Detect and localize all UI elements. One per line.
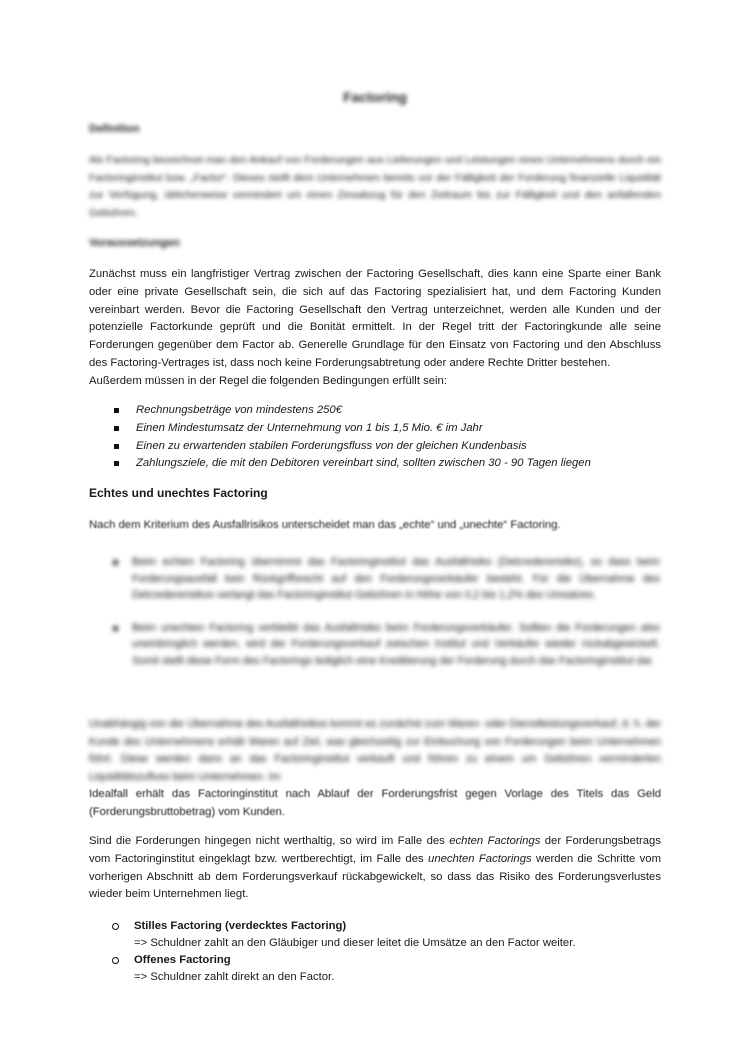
conditions-intro: Außerdem müssen in der Regel die folgenden Bedingungen erfüllt sein: xyxy=(89,374,447,387)
list-item: Einen zu erwartenden stabilen Forderungsfluss von der gleichen Kundenbasis xyxy=(112,438,672,456)
square-bullet-icon xyxy=(114,444,119,449)
list-item: Stilles Factoring (verdecktes Factoring) => Schuldner zahlt an den Gläubiger und dieser leitet die Umsätze an den Factor weiter. xyxy=(110,918,670,952)
requirements-text: Zunächst muss ein langfristiger Vertrag zwischen der Factoring Gesellschaft, dies kann eine Sparte einer Bank oder eine private Gesellschaft sein, die sich auf das Factoring spezialisiert hat, und dem Factoring Kunden vereinbart werden. Bevor die Factoring Gesellschaft den Vertrag unterzeichnet, werden alle Kunden und der potenzielle Factorkunde geprüft und die Bonität ermittelt. In der Regel tritt der Factoringkunde alle seine Forderungen gegenüber dem Factor ab. Generelle Grundlage für den Einsatz von Factoring und den Abschluss des Factoring-Vertrages ist, dass noch keine Forderungsabtretung oder andere Rechte Dritter bestehen. xyxy=(89,268,661,369)
list-item: Offenes Factoring => Schuldner zahlt direkt an den Factor. xyxy=(110,952,670,986)
independent-text-blurred: Unabhängig von der Übernahme des Ausfallrisikos kommt es zunächst zum Waren- oder Dienstleistungsverkauf, d. h. der Kunde des Unternehmens erhält Waren auf Ziel, was gleichzeitig zur Einbuchung von Forderungen beim Unternehmen führt. Diese werden dann an das Factoringinstitut verkauft und führen zu einem um Gebühren verminderten Liquiditätszufluss beim Unternehmen. Im xyxy=(89,718,661,783)
independent-text-clear: Idealfall erhält das Factoringinstitut nach Ablauf der Forderungsfrist gegen Vorlage des Titels das Geld (Forderungsbruttobetrag) vom Kunden. xyxy=(89,788,661,818)
circle-bullet-icon xyxy=(112,923,119,930)
list-item: Rechnungsbeträge von mindestens 250€ xyxy=(112,402,672,420)
square-bullet-icon xyxy=(114,426,119,431)
risk-list xyxy=(112,554,660,669)
factoring-types-list xyxy=(110,918,670,986)
conditions-list xyxy=(112,402,672,473)
non-valuable-paragraph xyxy=(89,833,661,904)
requirements-paragraph xyxy=(89,266,661,391)
section-intro: Nach dem Kriterium des Ausfallrisikos unterscheidet man das „echte“ und „unechte“ Factoring. xyxy=(89,519,561,531)
list-item: Beim echten Factoring übernimmt das Factoringinstitut das Ausfallrisiko (Delcredererisiko), so dass beim Forderungsausfall kein Rückgriffsrecht auf den Forderungsverkäufer besteht. Für die Übernahme des Delcredererisikos verlangt das Factoringinstitut Gebühren in Höhe von 0,2 bis 1,2% des Umsatzes. xyxy=(112,554,660,604)
list-item: Einen Mindestumsatz der Unternehmung von 1 bis 1,5 Mio. € im Jahr xyxy=(112,420,672,438)
square-bullet-icon xyxy=(113,560,118,565)
section-heading: Echtes und unechtes Factoring xyxy=(89,486,268,500)
requirements-heading: Voraussetzungen xyxy=(89,237,180,249)
independent-paragraph xyxy=(89,716,661,786)
independent-paragraph-end xyxy=(89,786,661,822)
document-title: Factoring xyxy=(343,89,407,105)
definition-paragraph xyxy=(89,152,661,222)
square-bullet-icon xyxy=(113,626,118,631)
non-valuable-text: Sind die Forderungen hingegen nicht werthaltig, so wird im Falle des echten Factorings der Forderungsbetrags vom Factoringinstitut eingeklagt bzw. wertberechtigt, im Falle des unechten Factorings werden die Schritte vom vorherigen Abschnitt ab dem Forderungsverkauf rückabgewickelt, so dass das Risiko des Forderungsverlustes wieder beim Unternehmen liegt. xyxy=(89,835,661,901)
square-bullet-icon xyxy=(114,461,119,466)
list-item: Zahlungsziele, die mit den Debitoren vereinbart sind, sollten zwischen 30 - 90 Tagen liegen xyxy=(112,455,672,473)
list-item: Beim unechten Factoring verbleibt das Ausfallrisiko beim Forderungsverkäufer. Sollten die Forderungen also uneinbringlich werden, wird der Forderungsverkauf zwischen Institut und Verkäufer wieder rückabgewickelt. Somit stellt diese Form des Factorings lediglich eine Kreditierung der Forderung durch das Factoringinstitut dar. xyxy=(112,620,660,670)
definition-text: Als Factoring bezeichnet man den Ankauf von Forderungen aus Lieferungen und Leistungen eines Unternehmens durch ein Factoringinstitut bzw. „Factor“. Dieses stellt dem Unternehmen bereits vor der Fälligkeit der Forderung finanzielle Liquidität zur Verfügung, üblicherweise vermindert um einen Zinsabzug für den Zeitraum bis zur Fälligkeit und den anfallenden Gebühren. xyxy=(89,155,661,219)
circle-bullet-icon xyxy=(112,957,119,964)
square-bullet-icon xyxy=(114,408,119,413)
definition-heading: Definition xyxy=(89,123,140,135)
